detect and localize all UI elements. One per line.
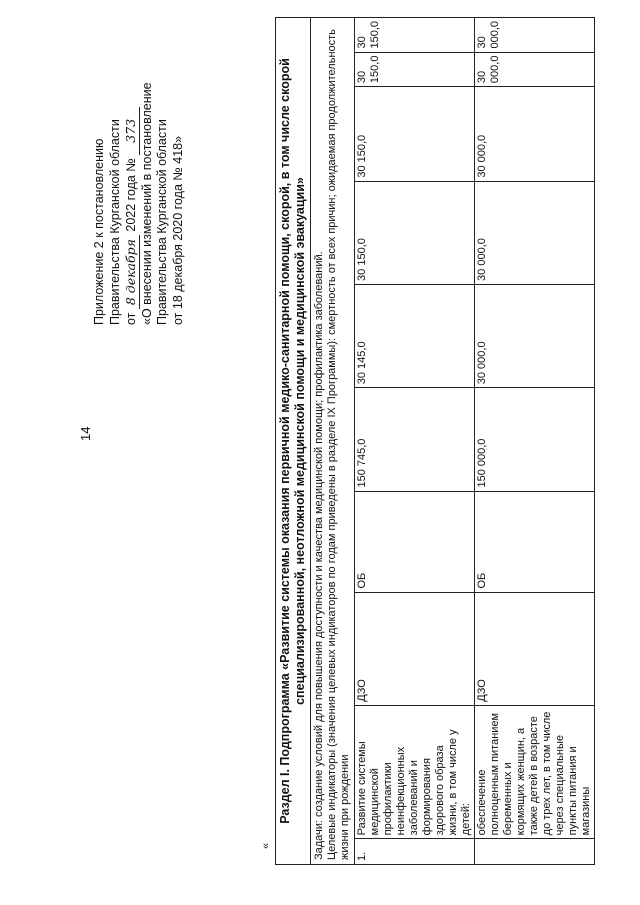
year-5-amount: 30 150,0 — [355, 18, 475, 53]
appendix-line6: от 18 декабря 2020 года № 418» — [170, 135, 185, 325]
opening-quote: « — [260, 842, 272, 849]
section-title-row — [276, 18, 311, 865]
funding-source: ОБ — [475, 491, 595, 592]
appendix-line3 — [123, 25, 140, 325]
executor: ДЗО — [355, 592, 475, 705]
tasks-row — [311, 18, 355, 865]
activity-name: обеспечение полноценным питанием беременных и кормящих женщин, а также детей в возрасте до трех лет, в том числе через специальные пункты питания и магазины — [475, 705, 595, 839]
appendix-header — [92, 25, 186, 325]
year-1-amount: 30 145,0 — [355, 284, 475, 387]
total-amount: 150 745,0 — [355, 388, 475, 491]
appendix-line5: Правительства Курганской области — [155, 119, 169, 325]
year-2-amount: 30 150,0 — [355, 181, 475, 284]
page-number: 14 — [78, 426, 93, 441]
appendix-year: 2022 года № — [124, 158, 138, 232]
total-amount: 150 000,0 — [475, 388, 595, 491]
appendix-line1: Приложение 2 к постановлению — [92, 138, 106, 325]
appendix-date: 8 декабря — [123, 235, 140, 309]
funding-source: ОБ — [355, 491, 475, 592]
subprogram-table — [275, 17, 595, 865]
tasks-text: Задачи: создание условий для повышения доступности и качества медицинской помощи; профилактика заболеваний. — [313, 251, 325, 860]
year-5-amount: 30 000,0 — [475, 18, 595, 53]
indicators-text: Целевые индикаторы (значения целевых индикаторов по годам приведены в разделе IX Программы): смертность от всех причин; ожидаемая продолжительность жизни при рождении — [326, 29, 351, 860]
row-number: 1. — [355, 839, 475, 865]
table-row — [355, 18, 475, 865]
appendix-number: 373 — [123, 107, 140, 155]
section-title: Раздел I. Подпрограмма «Развитие системы оказания первичной медико-санитарной помощи, скорой, в том числе скорой специализированной, неотложной медицинской помощи и медицинской эвакуации» — [276, 18, 311, 865]
year-4-amount: 30 000,0 — [475, 52, 595, 87]
year-4-amount: 30 150,0 — [355, 52, 475, 87]
row-number — [475, 839, 595, 865]
executor: ДЗО — [475, 592, 595, 705]
table-row — [475, 18, 595, 865]
year-2-amount: 30 000,0 — [475, 181, 595, 284]
year-3-amount: 30 150,0 — [355, 87, 475, 182]
tasks-cell — [311, 18, 355, 865]
activity-name: Развитие системы медицинской профилактики неинфекционных заболеваний и формирования здорового образа жизни, в том числе у детей: — [355, 705, 475, 839]
appendix-from: от — [124, 312, 138, 325]
appendix-line4: «О внесении изменений в постановление — [139, 82, 154, 325]
year-1-amount: 30 000,0 — [475, 284, 595, 387]
appendix-line2: Правительства Курганской области — [107, 119, 122, 325]
year-3-amount: 30 000,0 — [475, 87, 595, 182]
